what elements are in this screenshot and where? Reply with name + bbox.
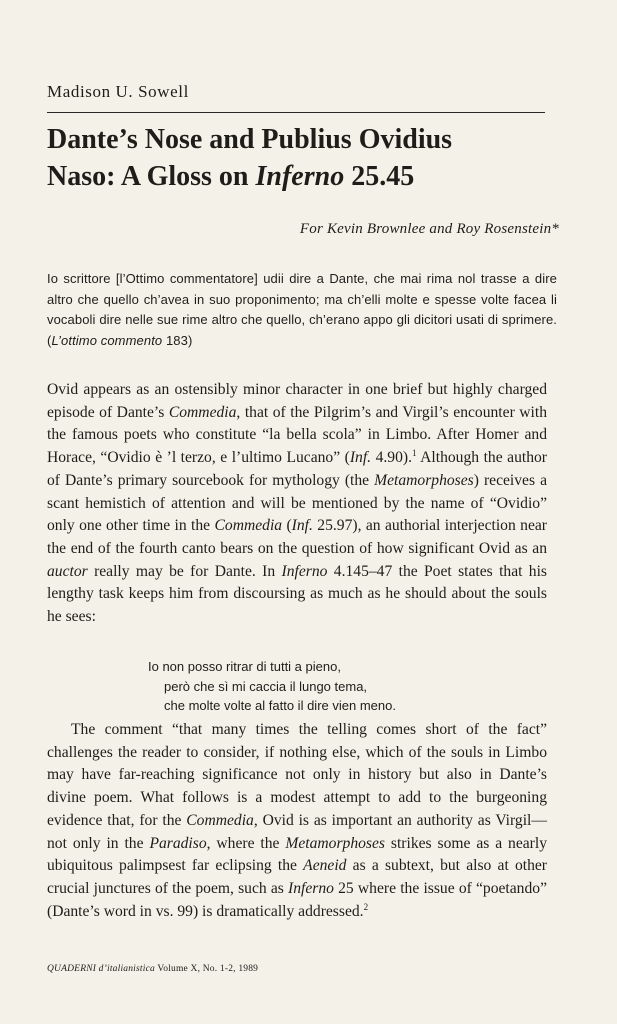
p2-text: 25 where the issue of “poetando” (Dante’s word in vs. 99) is dramatically addressed. [47, 879, 547, 920]
p2-text: as a subtext, but also at other crucial junctures of the poem, such as [47, 857, 548, 897]
p1-italic: Metamorphoses [374, 471, 474, 489]
paragraph-1 [47, 379, 547, 629]
p2-italic: Inferno [288, 879, 334, 897]
p1-text: ) receives a scant hemistich of attention and will be mentioned by the name of “Ovidio” only one other time in the [47, 471, 547, 535]
header-rule [47, 112, 545, 113]
p1-text: 25.97), an authorial interjection near the end of the fourth canto bears on the question of how significant Ovid as an [47, 517, 548, 557]
p2-italic: Metamorphoses [285, 834, 385, 852]
title-line-2-suffix: 25.45 [344, 161, 415, 192]
epigraph-source: L’ottimo commento [51, 332, 163, 348]
verse-line: Io non posso ritrar di tutti a pieno, [148, 659, 341, 674]
p1-text: really may be for Dante. In [87, 562, 282, 580]
footnote-ref-1: 1 [412, 448, 417, 459]
footnote-ref-2: 2 [363, 901, 369, 912]
verse-line: però che sì mi caccia il lungo tema, [164, 678, 368, 694]
title-line-1: Dante’s Nose and Publius Ovidius [47, 124, 453, 155]
p1-text: Although the author of Dante’s primary sourcebook for mythology (the [47, 449, 547, 489]
dedication: For Kevin Brownlee and Roy Rosenstein* [299, 221, 559, 237]
p2-italic: Aeneid [303, 857, 347, 875]
p1-italic: Commedia [168, 403, 237, 421]
journal-name: QUADERNI d’italianistica [47, 964, 155, 974]
title-italic: Inferno [255, 161, 345, 192]
epigraph-page: 183) [162, 332, 193, 348]
epigraph [47, 269, 557, 351]
journal-volume: Volume X, No. 1-2, 1989 [154, 964, 259, 974]
p2-text: , where the [206, 834, 286, 852]
p1-text: Ovid appears as an ostensibly minor character in one brief but highly charged episode of Dante’s [47, 381, 547, 421]
p1-text: 4.90). [371, 449, 412, 467]
p2-text: The comment “that many times the telling comes short of the fact” challenges the reader to consider, if nothing else, which of the souls in Limbo may have far-reaching significance not only in history but also in Dante’s divine poem. What follows is a modest attempt to add to the burgeoning evidence that, for the [47, 721, 547, 829]
title-line-2-prefix: Naso: A Gloss on [47, 161, 256, 192]
article-title [47, 121, 557, 195]
verse-line: che molte volte al fatto il dire vien meno. [164, 698, 396, 713]
verse-quote [148, 657, 396, 716]
p1-text: 4.145–47 the Poet states that his lengthy task keeps him from discoursing as much as he should about the souls he sees: [47, 562, 548, 626]
p1-text: , that of the Pilgrim’s and Virgil’s encounter with the famous poets who constitute “la bella scola” in Limbo. After Homer and Horace, “Ovidio è ’l terzo, e l’ultimo Lucano” ( [47, 403, 548, 467]
journal-footer [47, 964, 258, 974]
p2-text: strikes some as a nearly ubiquitous palimpsest far eclipsing the [47, 834, 547, 875]
p2-italic: Paradiso [149, 834, 207, 852]
p1-italic: auctor [47, 562, 88, 580]
p1-text: ( [282, 517, 292, 535]
p1-italic: Inf. [349, 449, 372, 467]
p2-italic: Commedia [186, 811, 254, 829]
author-name: Madison U. Sowell [47, 82, 189, 101]
epigraph-text: Io scrittore [l’Ottimo commentatore] udii dire a Dante, che mai rima nol trasse a dire altro che quello ch’avea in suo proponimento; ma ch’elli molte e spesse volte facea li vocaboli dire nelle sue rime altro che quello, ch’erano appo gli dicitori usati di sprimere. ( [47, 271, 557, 348]
p1-italic: Inf. [291, 517, 313, 535]
p2-text: , Ovid is as important an authority as Virgil—not only in the [47, 811, 547, 852]
p1-italic: Commedia [214, 517, 283, 535]
paragraph-2 [47, 719, 547, 923]
p1-italic: Inferno [281, 562, 328, 580]
